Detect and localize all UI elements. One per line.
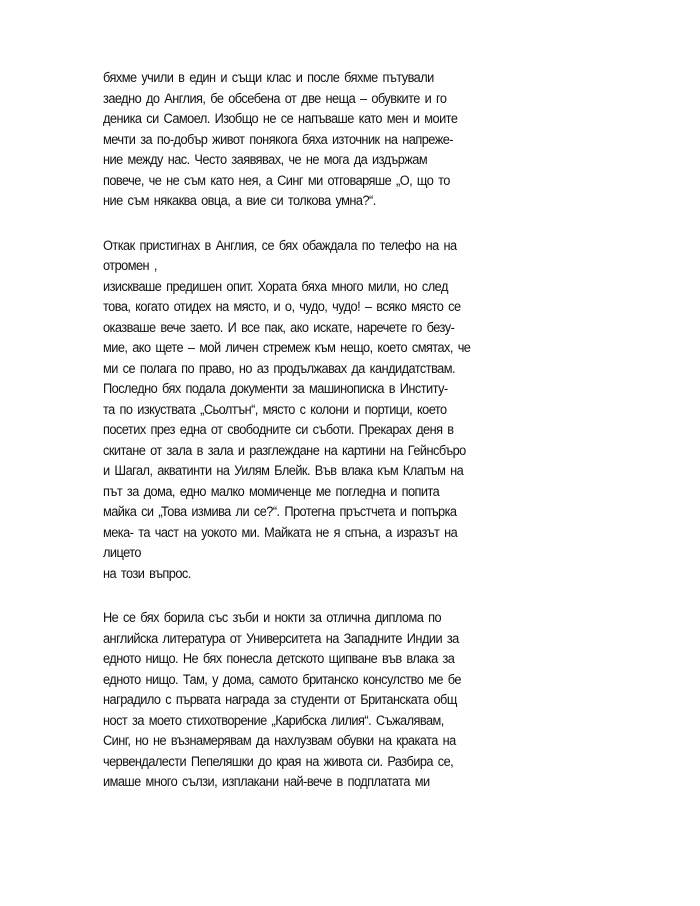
text-line: посетих през една от свободните си съботи. Прекарах деня в bbox=[103, 422, 454, 438]
text-line: ние между нас. Често заявявах, че не мога да издържам bbox=[103, 152, 428, 168]
text-line: на този въпрос. bbox=[103, 565, 191, 582]
document-page bbox=[103, 68, 575, 817]
text-line: ми се полага по право, но аз продължавах да кандидатствам. bbox=[103, 360, 455, 377]
text-line: мие, ако щете – мой личен стремеж към нещо, което смятах, че bbox=[103, 340, 471, 356]
text-line: едното нищо. Там, у дома, самото британско консулство ме бе bbox=[103, 671, 461, 688]
text-line: Откак пристигнах в Англия, се бях обаждала по телефо на на bbox=[103, 237, 457, 254]
text-line: червендалести Пепеляшки до края на живота си. Разбира се, bbox=[103, 753, 454, 770]
text-line: това, когато отидех на място, и о, чудо, чудо! – всяко място се bbox=[103, 299, 461, 315]
text-line: път за дома, едно малко момиченце ме погледна и попита bbox=[103, 483, 440, 500]
text-line: английска литература от Университета на Западните Индии за bbox=[103, 630, 459, 647]
text-line: деника си Самоел. Изобщо не се напъваше като мен и моите bbox=[103, 111, 458, 127]
text-line: повече, че не съм като нея, а Синг ми отговаряше „О, що то bbox=[103, 172, 450, 189]
text-line: и Шагал, акватинти на Уилям Блейк. Във влака към Клапъм на bbox=[103, 463, 464, 479]
paragraph-1 bbox=[103, 68, 575, 212]
text-line: Последно бях подала документи за машинописка в Институ- bbox=[103, 381, 448, 397]
text-line: оказваше вече заето. И все пак, ако искате, наречете го безу- bbox=[103, 319, 455, 336]
text-line: скитане от зала в зала и разглеждане на картини на Гейнсбъро bbox=[103, 442, 466, 459]
text-line: изискваше предишен опит. Хората бяха много мили, но след bbox=[103, 278, 448, 295]
text-line: имаше много сълзи, изплакани най-вече в подплатата ми bbox=[103, 774, 430, 790]
text-line: та по изкуствата „Сьолтън“, място с колони и портици, което bbox=[103, 401, 447, 418]
paragraph-2 bbox=[103, 236, 575, 585]
text-line: заедно до Англия, бе обсебена от две неща – обувките и го bbox=[103, 90, 447, 107]
text-line: мека- та част на уокото ми. Майката не я спъна, а изразът на bbox=[103, 524, 458, 541]
text-line: отромен , bbox=[103, 258, 157, 274]
paragraph-3 bbox=[103, 608, 575, 793]
text-line: Синг, но не възнамерявам да нахлузвам обувки на краката на bbox=[103, 733, 456, 749]
text-line: наградило с първата награда за студенти от Британската общ bbox=[103, 692, 457, 708]
text-line: бяхме учили в един и същи клас и после бяхме пътували bbox=[103, 70, 434, 86]
text-line: ност за моето стихотворение „Карибска лилия“. Съжалявам, bbox=[103, 712, 444, 729]
text-line: Не се бях борила със зъби и нокти за отлична диплома по bbox=[103, 610, 442, 626]
text-line: майка си „Това измива ли се?“. Протегна пръстчета и попърка bbox=[103, 504, 457, 520]
text-line: ние съм някаква овца, а вие си толкова умна?“. bbox=[103, 193, 376, 209]
text-line: едното нищо. Не бях понесла детското щипване във влака за bbox=[103, 651, 455, 667]
text-line: мечти за по-добър живот понякога бяха източник на напреже- bbox=[103, 131, 453, 148]
text-line: лицето bbox=[103, 545, 141, 561]
